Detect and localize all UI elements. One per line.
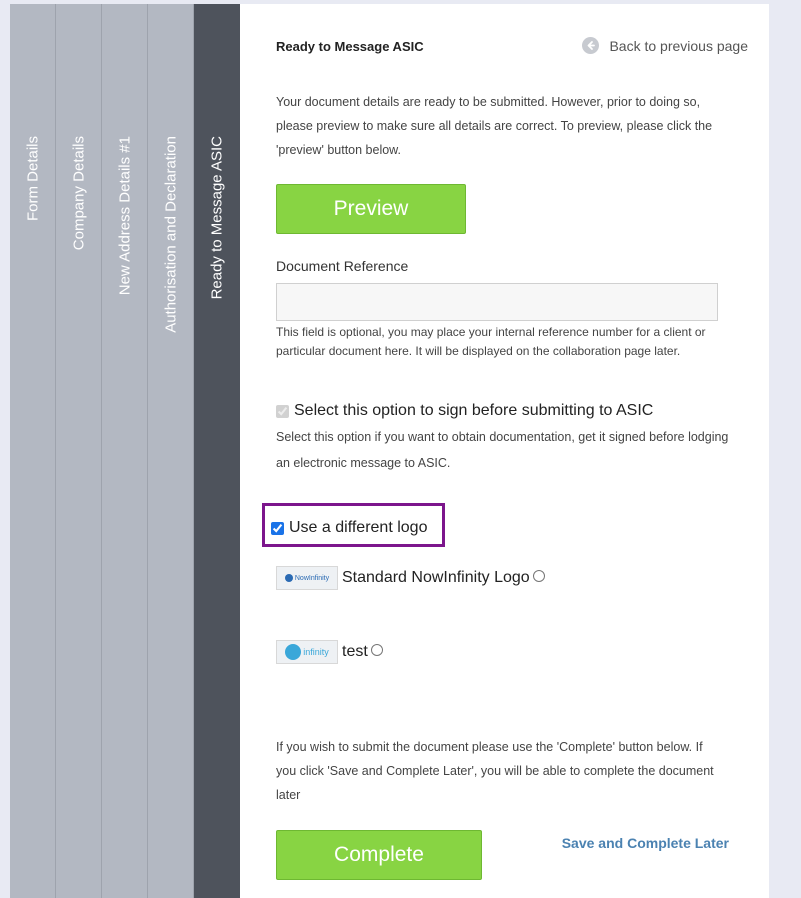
arrow-left-circle-icon xyxy=(582,37,599,54)
sign-before-submit-checkbox[interactable] xyxy=(276,405,289,418)
complete-instructions: If you wish to submit the document please use the 'Complete' button below. If you click 'Save and Complete Later', you will be able to complete the document later xyxy=(276,740,714,802)
use-different-logo-option[interactable] xyxy=(271,519,427,537)
use-different-logo-label: Use a different logo xyxy=(289,519,428,536)
tab-new-address-details[interactable] xyxy=(102,4,148,898)
page-title: Ready to Message ASIC xyxy=(276,39,424,54)
content-panel xyxy=(276,4,756,898)
document-reference-label: Document Reference xyxy=(276,258,409,274)
intro-text: Your document details are ready to be submitted. However, prior to doing so, please preview to make sure all details are correct. To preview, please click the 'preview' button below. xyxy=(276,95,713,157)
back-to-previous-link[interactable] xyxy=(582,37,748,54)
infinity-logo-icon xyxy=(285,644,301,660)
logo-radio-test[interactable] xyxy=(371,644,383,656)
logo-thumb-text: infinity xyxy=(303,647,329,657)
complete-button[interactable]: Complete xyxy=(276,830,482,880)
tab-label: Form Details xyxy=(24,136,41,222)
logo-thumb-text: NowInfinity xyxy=(294,574,330,582)
document-reference-input[interactable] xyxy=(276,283,718,321)
tab-ready-to-message-asic[interactable] xyxy=(194,4,240,898)
sign-before-submit-label: Select this option to sign before submitting to ASIC xyxy=(294,402,654,419)
back-link-label: Back to previous page xyxy=(609,37,748,54)
tab-authorisation-declaration[interactable] xyxy=(148,4,194,898)
test-logo-thumbnail xyxy=(276,640,338,664)
tab-label: Authorisation and Declaration xyxy=(162,136,179,333)
use-different-logo-checkbox[interactable] xyxy=(271,522,284,535)
tab-label: New Address Details #1 xyxy=(116,136,133,296)
logo-radio-standard[interactable] xyxy=(533,570,545,582)
nowinfinity-logo-thumbnail xyxy=(276,566,338,590)
sign-before-submit-help: Select this option if you want to obtain documentation, get it signed before lodging an electronic message to ASIC. xyxy=(276,430,729,470)
step-tabs xyxy=(10,4,240,898)
tab-label: Company Details xyxy=(70,136,87,251)
logo-option-label: test xyxy=(342,643,368,660)
logo-option-label: Standard NowInfinity Logo xyxy=(342,569,530,586)
tab-form-details[interactable] xyxy=(10,4,56,898)
logo-option-standard[interactable] xyxy=(276,566,545,590)
main-frame xyxy=(10,4,769,898)
nowinfinity-logo-icon xyxy=(285,574,293,582)
logo-option-test[interactable] xyxy=(276,640,383,664)
preview-button[interactable]: Preview xyxy=(276,184,466,234)
tab-company-details[interactable] xyxy=(56,4,102,898)
tab-label: Ready to Message ASIC xyxy=(208,136,226,300)
document-reference-help: This field is optional, you may place your internal reference number for a client or particular document here. It will be displayed on the collaboration page later. xyxy=(276,325,706,358)
save-and-complete-later-link[interactable]: Save and Complete Later xyxy=(561,835,729,851)
sign-before-submit-option[interactable] xyxy=(276,402,653,420)
